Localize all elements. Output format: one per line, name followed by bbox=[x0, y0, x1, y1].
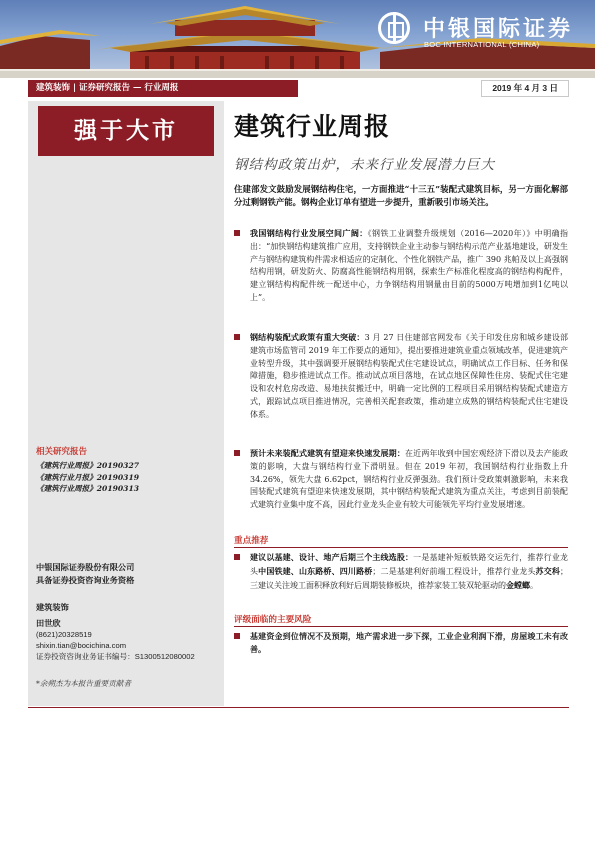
boc-logo-icon bbox=[378, 12, 410, 44]
focus-text: 。 bbox=[530, 580, 538, 590]
risk-title: 评级面临的主要风险 bbox=[234, 615, 312, 625]
bullet-body: 3 月 27 日住建部官网发布《关于印发住房和城乡建设部建筑市场监管司 2019 年工作要点的通知》，提出要推进建筑业重点领域改革，促进建筑产业转型升级，其中强调要开展钢结构装配式住宅建设试点，明确试点工作目标、任务和保障措施，稳步推进试点工作。推动试点项目落地，在试点地区保障性住房、装配式住宅建设和农村危房改造、易地扶贫搬迁中，明确一定比例的工程项目采用钢结构装配式建造方式，跟踪试点项目推进情况，完善相关配套政策，推动建立成熟的钢结构装配式住宅建设体系。 bbox=[250, 333, 569, 419]
report-date: 2019 年 4 月 3 日 bbox=[481, 80, 569, 97]
bullet-heading: 预计未来装配式建筑有望迎来快速发展期： bbox=[250, 448, 405, 458]
bullet-item bbox=[234, 447, 568, 512]
bullet-square-icon bbox=[234, 334, 240, 340]
bullet-body: 《钢铁工业调整升级规划（2016—2020年）》中明确指出：“加快钢结构建筑推广应用，支持钢铁企业主动参与钢结构示范产业基地建设，研发生产与钢结构建筑构件需求相适应的定制化、个性化钢铁产品，推广 390 兆帕及以上高强钢结构用钢，研发防火、防腐高性能钢结构用钢，探索生产标准化程度高的钢结构构配件，建立钢结构构配件统一配送中心，力争钢结构用钢量由目前的5000万吨增加到1亿吨以上”。 bbox=[250, 229, 569, 302]
focus-title: 重点推荐 bbox=[234, 536, 269, 546]
company-info bbox=[36, 561, 220, 586]
contributor-note-text: *余朔杰为本报告重要贡献者 bbox=[36, 679, 131, 688]
focus-text: ；三建议关注竣工面积释放利好后周期装修板块，推荐家装工装双轮驱动的 bbox=[250, 566, 569, 590]
analyst-email[interactable]: shixin.tian@bocichina.com bbox=[36, 641, 127, 650]
related-report-item[interactable]: 《建筑行业周报》20190327 bbox=[36, 461, 140, 470]
bullet-item bbox=[234, 227, 568, 305]
risk-divider bbox=[234, 626, 568, 627]
bullet-square-icon bbox=[234, 554, 240, 560]
focus-heading: 建议以基建、设计、地产后期三个主线选股： bbox=[250, 552, 414, 562]
risk-item bbox=[234, 630, 568, 656]
focus-item bbox=[234, 551, 568, 592]
company-name: 中银国际证券股份有限公司 bbox=[36, 562, 135, 572]
related-report-item[interactable]: 《建筑行业周报》20190313 bbox=[36, 484, 140, 493]
focus-divider bbox=[234, 547, 568, 548]
bullet-heading: 我国钢结构行业发展空间广阔： bbox=[250, 228, 368, 238]
bullet-square-icon bbox=[234, 633, 240, 639]
analyst-info bbox=[36, 601, 220, 662]
related-reports-title: 相关研究报告 bbox=[36, 447, 88, 457]
analyst-sector: 建筑装饰 bbox=[36, 602, 69, 612]
summary-paragraph: 住建部发文鼓励发展钢结构住宅，一方面推进“十三五”装配式建筑目标，另一方面化解部分过剩钢铁产能。钢构企业订单有望进一步提升，重新吸引市场关注。 bbox=[234, 184, 568, 207]
focus-stock: 金螳螂 bbox=[506, 579, 530, 590]
page-subtitle: 钢结构政策出炉，未来行业发展潜力巨大 bbox=[234, 157, 495, 173]
focus-text: 一是基建补短板铁路交运先行，推荐行业龙头 bbox=[250, 553, 568, 576]
footer-divider bbox=[28, 707, 569, 708]
sidebar bbox=[28, 101, 224, 706]
analyst-name: 田世欣 bbox=[36, 617, 61, 628]
contributor-note bbox=[36, 678, 220, 689]
page-title: 建筑行业周报 bbox=[234, 112, 391, 141]
bullet-heading: 钢结构装配式政策有重大突破： bbox=[250, 332, 365, 342]
bank-name-en: BOC INTERNATIONAL (CHINA) bbox=[424, 40, 540, 49]
bullet-square-icon bbox=[234, 450, 240, 456]
focus-text: ；二是基建利好前端工程设计，推荐行业龙头 bbox=[372, 566, 536, 576]
analyst-cert: 证券投资咨询业务证书编号：S1300512080002 bbox=[36, 652, 195, 661]
company-qualification: 具备证券投资咨询业务资格 bbox=[36, 574, 135, 585]
category-bar bbox=[28, 80, 569, 97]
risk-text: 基建资金到位情况不及预期，地产需求进一步下探，工业企业利润下滑，房屋竣工未有改善。 bbox=[250, 631, 568, 654]
related-report-item[interactable]: 《建筑行业月报》20190319 bbox=[36, 472, 140, 482]
analyst-phone: (8621)20328519 bbox=[36, 630, 92, 639]
focus-stock: 苏交科 bbox=[535, 565, 561, 576]
bullet-body: 在近两年收到中国宏观经济下滑以及去产能政策的影响，大盘与钢结构行业下滑明显。但在 2019 年初，我国钢结构行业指数上升 34.26%，领先大盘 6.62pct，钢结构行业反弹强劲。我们预计受政策刺激影响，未来我国装配式建筑有望迎来快速发展期，其中钢结构装配式建筑为重点关注，考虑到目前装配式建筑行业集中度不高，因此行业龙头企业有较大可能领先平均行业发展增速。 bbox=[250, 449, 568, 510]
related-reports bbox=[36, 445, 220, 495]
rating-badge: 强于大市 bbox=[38, 106, 214, 156]
bullet-square-icon bbox=[234, 230, 240, 236]
focus-stock: 中国铁建、山东路桥、四川路桥 bbox=[258, 565, 373, 576]
bullet-item bbox=[234, 331, 568, 422]
header-banner bbox=[0, 0, 595, 78]
report-category: 建筑装饰 | 证券研究报告 — 行业周报 bbox=[28, 80, 298, 97]
bank-name: 中银国际证券 bbox=[423, 16, 574, 42]
